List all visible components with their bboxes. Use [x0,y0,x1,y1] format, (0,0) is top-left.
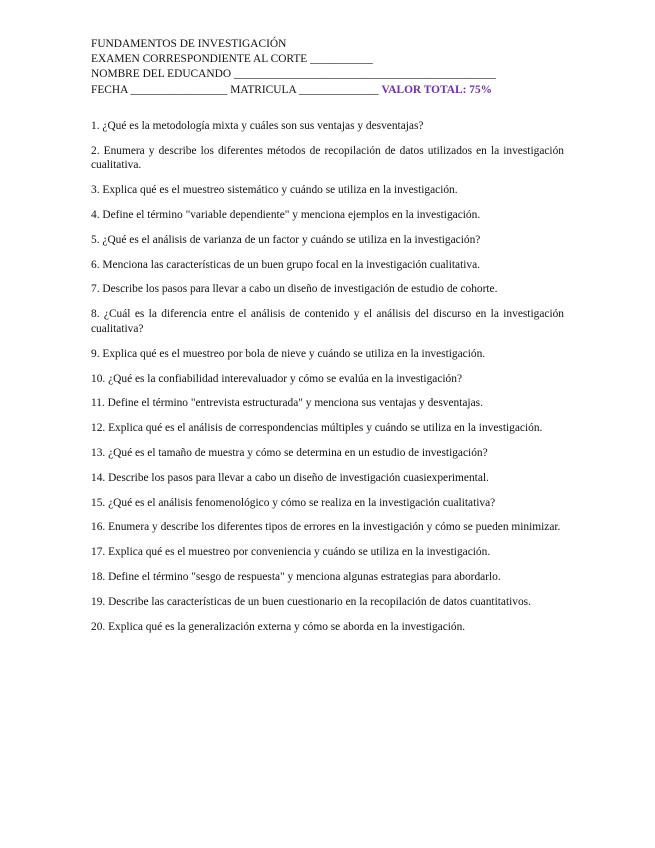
question-item: 11. Define el término "entrevista estructurada" y menciona sus ventajas y desventajas. [91,397,483,410]
course-title: FUNDAMENTOS DE INVESTIGACIÓN [91,38,287,50]
exam-header [91,37,564,98]
question-item: 1. ¿Qué es la metodología mixta y cuáles son sus ventajas y desventajas? [91,119,424,132]
student-name-line: NOMBRE DEL EDUCANDO ______________________________________________ [91,68,496,81]
question-item: 7. Describe los pasos para llevar a cabo un diseño de investigación de estudio de cohorte. [91,283,498,296]
question-item: 3. Explica qué es el muestreo sistemático y cuándo se utiliza en la investigación. [91,184,458,197]
question-item: 14. Describe los pasos para llevar a cabo un diseño de investigación cuasiexperimental. [91,471,489,484]
exam-document [91,37,564,644]
question-item: 16. Enumera y describe los diferentes tipos de errores en la investigación y cómo se pueden minimizar. [91,521,561,534]
question-item: 19. Describe las características de un buen cuestionario en la recopilación de datos cuantitativos. [91,595,531,608]
total-value-label: VALOR TOTAL: 75% [381,83,493,96]
question-item: 13. ¿Qué es el tamaño de muestra y cómo se determina en un estudio de investigación? [91,446,488,459]
question-item: 17. Explica qué es el muestreo por conveniencia y cuándo se utiliza en la investigación. [91,546,491,559]
question-item: 4. Define el término "variable dependiente" y menciona ejemplos en la investigación. [91,209,481,221]
question-item: 6. Menciona las características de un buen grupo focal en la investigación cualitativa. [91,258,481,271]
question-item: 15. ¿Qué es el análisis fenomenológico y cómo se realiza en la investigación cualitativa? [91,496,496,509]
question-list [91,119,564,635]
date-matricula-text: FECHA _________________ MATRICULA ______________ [91,83,382,96]
question-item: 5. ¿Qué es el análisis de varianza de un factor y cuándo se utiliza en la investigación? [91,233,481,246]
date-matricula-line [91,83,564,98]
question-item: 8. ¿Cuál es la diferencia entre el análisis de contenido y el análisis del discurso en la investigación cualitativa? [91,308,564,335]
question-item: 9. Explica qué es el muestreo por bola de nieve y cuándo se utiliza en la investigación. [91,347,486,360]
question-item: 12. Explica qué es el análisis de correspondencias múltiples y cuándo se utiliza en la investigación. [91,422,543,435]
question-item: 10. ¿Qué es la confiabilidad interevaluador y cómo se evalúa en la investigación? [91,372,463,385]
question-item: 18. Define el término "sesgo de respuesta" y menciona algunas estrategias para abordarlo. [91,570,501,583]
exam-cut-line: EXAMEN CORRESPONDIENTE AL CORTE ___________ [91,53,373,66]
question-item: 2. Enumera y describe los diferentes métodos de recopilación de datos utilizados en la investigación cualitativa. [91,144,564,172]
question-item: 20. Explica qué es la generalización externa y cómo se aborda en la investigación. [91,620,466,633]
